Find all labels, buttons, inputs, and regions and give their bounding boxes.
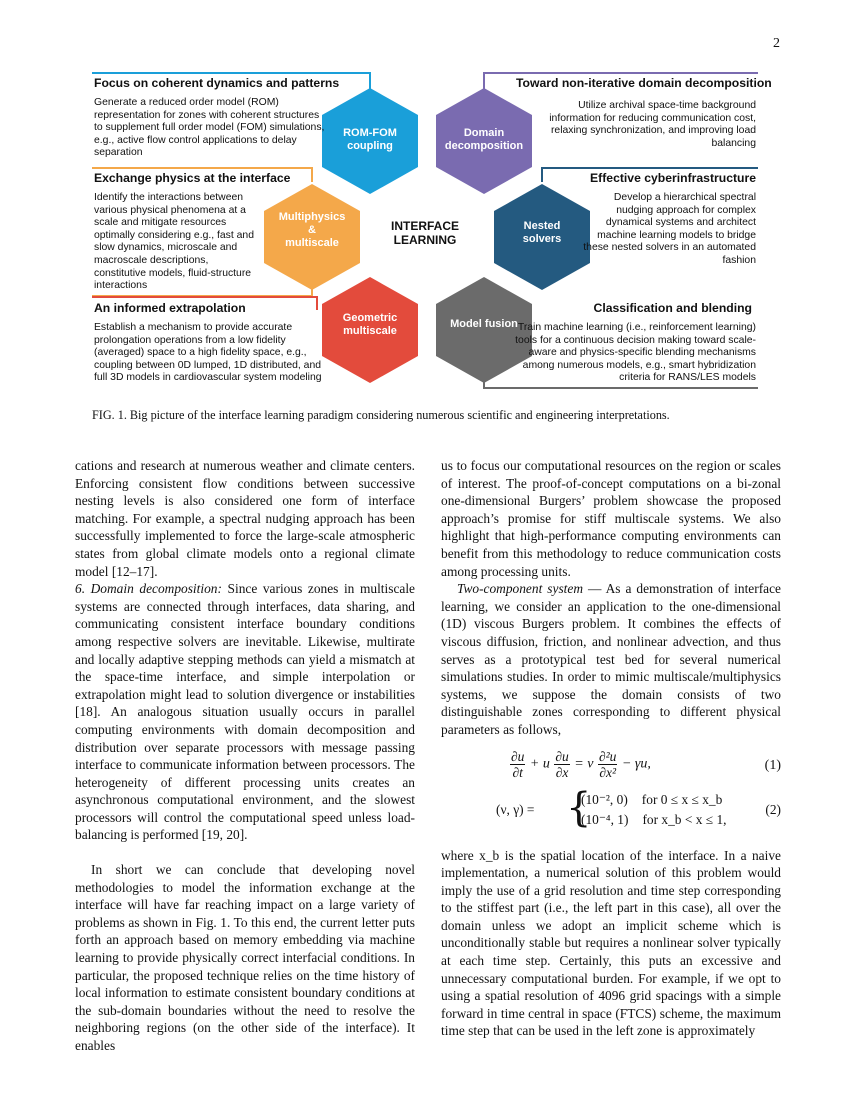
left-column	[75, 457, 415, 1055]
block-cyberinfrastructure	[516, 171, 756, 268]
paragraph-label: 6. Domain decomposition:	[75, 581, 222, 597]
equation-2	[441, 784, 781, 833]
hex-label-nested: Nested solvers	[522, 220, 562, 245]
block-classification	[512, 301, 756, 385]
case-row: (10⁻⁴, 1) for x_b < x ≤ 1,	[581, 811, 727, 827]
equation-body: $\frac{\partial u}{\partial t}$ + u $\frac{\partial u}{\partial x}$ = ν $\frac{\text{∂²u}}{\text{∂x²}}$ − γu,	[511, 748, 651, 780]
brace: {	[566, 784, 592, 831]
block-coherent-dynamics	[94, 76, 340, 160]
equation-1	[441, 749, 781, 783]
paragraph-domain-decomposition	[75, 580, 415, 844]
page-number: 2	[773, 36, 780, 51]
block-title: Classification and blending	[593, 301, 752, 315]
block-text: Establish a mechanism to provide accurate prolongation operations from a low fidelity (averaged) space to a high fidelity space, e.g., coupling between 0D lumped, 1D distributed, and full 3D models in cardiovascular system modeling	[94, 322, 322, 384]
block-text: Train machine learning (i.e., reinforcement learning) tools for a continuous decision making toward scale-aware and physics-specific blending mechanisms among numerous models, e.g., smart hybridization criteria for RANS/LES models	[515, 322, 756, 384]
equation-lhs: (ν, γ) =	[496, 801, 535, 817]
frac-du-dx: $\frac{\partial u}{\partial x}$	[555, 748, 569, 780]
right-column	[441, 457, 781, 1040]
paragraph-two-component	[441, 580, 781, 738]
block-text: Utilize archival space-time background information for reducing communication cost, relaxing synchronization, and improving load balancing	[549, 100, 756, 149]
equation-number: (2)	[765, 801, 781, 817]
frac-d2u-dx2: $\frac{\text{∂²u}}{\text{∂x²}}$	[598, 748, 617, 780]
frac-du-dt: $\frac{\partial u}{\partial t}$	[511, 748, 525, 780]
block-title: Toward non-iterative domain decomposition	[516, 76, 772, 90]
hex-label-geo: Geometric multiscale	[342, 312, 398, 337]
block-text: Identify the interactions between various physical phenomena at a scale and mitigate resources optimally considering e.g., fast and slow dynamics, microscale and macroscale descriptions, constitutive models, fluid-structure interactions	[94, 192, 254, 292]
paragraph-text: Since various zones in multiscale systems are connected through interfaces, data sharing, and communicating consistent interface boundary conditions among respective solvers are inevitable. Likewise, multirate and locally adaptive stepping methods can yield a mismatch at the space-time interface, and simple interpolation or extrapolation might lead to solution divergence or instabilities [18]. An analogous situation usually occurs in parallel computing environments with domain decomposition and distribution over separate processors with message passing interface to communicate information between processors. The heterogeneity of different processing units creates an asynchronous computational environment, and the slowest processors will control the computational speed unless load-balancing is performed [19, 20].	[75, 581, 415, 843]
figure-caption: FIG. 1. Big picture of the interface learning paradigm considering numerous scientific and engineering interpretations.	[92, 408, 670, 422]
block-title: Effective cyberinfrastructure	[590, 171, 756, 185]
paragraph-label: Two-component system	[457, 581, 583, 597]
block-exchange-physics	[94, 171, 334, 293]
paragraph: where x_b is the spatial location of the interface. In a naive implementation, a numerical solution of this problem would imply the use of a grid resolution and time step corresponding to the stiffest part (i.e., the left part in this case), all over the domain unless we adopt an implicit scheme which is unconditionally stable but requires a nonlinear solver typically at each time step. Certainly, this puts an excessive and unnecessary computational burden. For example, if we opt to using a spatial resolution of 4096 grid spacings with a simple forward in time central in space (FTCS) scheme, the maximum time step that can be used in the left zone is approximately	[441, 847, 781, 1039]
block-text: Develop a hierarchical spectral nudging approach for complex dynamical systems and architect machine learning models to bridge these nested solvers in an automated fashion	[583, 192, 756, 266]
equation-number: (1)	[764, 757, 781, 773]
paragraph: cations and research at numerous weather and climate centers. Enforcing consistent flow conditions between successive nesting levels is also considered one form of interface matching. For example, a spectral nudging approach has been successfully implemented to force the large-scale atmospheric states from global climate models onto a regional climate model [12–17].	[75, 458, 415, 579]
block-title: Exchange physics at the interface	[94, 171, 291, 185]
case-row: (10⁻², 0) for 0 ≤ x ≤ x_b	[581, 791, 723, 807]
hex-label-rom: ROM-FOM coupling	[343, 127, 397, 152]
center-label: INTERFACE LEARNING	[390, 219, 459, 247]
block-informed-extrapolation	[94, 301, 334, 385]
hex-label-fusion: Model fusion	[450, 318, 518, 330]
interface-learning-figure	[88, 70, 772, 390]
hex-label-multi: Multiphysics & multiscale	[278, 211, 346, 249]
paragraph: us to focus our computational resources on the region or scales of interest. The proof-of-concept computations on a bi-zonal one-dimensional Burgers’ problem showcase the proposed approach’s promise for stiff multiscale systems. We also highlight that high-performance computing environments can benefit from this methodology to reduce communication costs among processing units.	[441, 458, 781, 579]
block-domain-decomposition	[516, 76, 772, 150]
block-title: An informed extrapolation	[94, 301, 246, 315]
hex-label-dd: Domain decomposition	[444, 127, 524, 152]
paragraph: In short we can conclude that developing novel methodologies to model the information exchange at the interface will have far reaching impact on a large variety of problems as shown in Fig. 1. To this end, the current letter puts forth an approach based on memory embedding via machine learning to provide physically correct interfacial conditions. In particular, the proposed technique relies on the time history of local information to estimate consistent boundary conditions at the sub-domain boundaries without the need to resolve the neighboring regions (on the other side of the interface). It enables	[75, 862, 415, 1053]
block-text: Generate a reduced order model (ROM) representation for zones with coherent structures to supplement full order model (FOM) simulations, e.g., active flow control applications to delay separation	[94, 97, 325, 159]
paragraph-text: — As a demonstration of interface learning, we consider an application to the one-dimensional (1D) viscous Burgers problem. It combines the effects of viscous diffusion, friction, and nonlinear advection, and thus serves as a prototypical test bed for several numerical simulations studies. In order to mimic multiscale/multiphysics systems, we suppose the domain consists of two distinguishable zones corresponding to different physical parameters as follows,	[441, 581, 781, 737]
block-title: Focus on coherent dynamics and patterns	[94, 76, 340, 90]
